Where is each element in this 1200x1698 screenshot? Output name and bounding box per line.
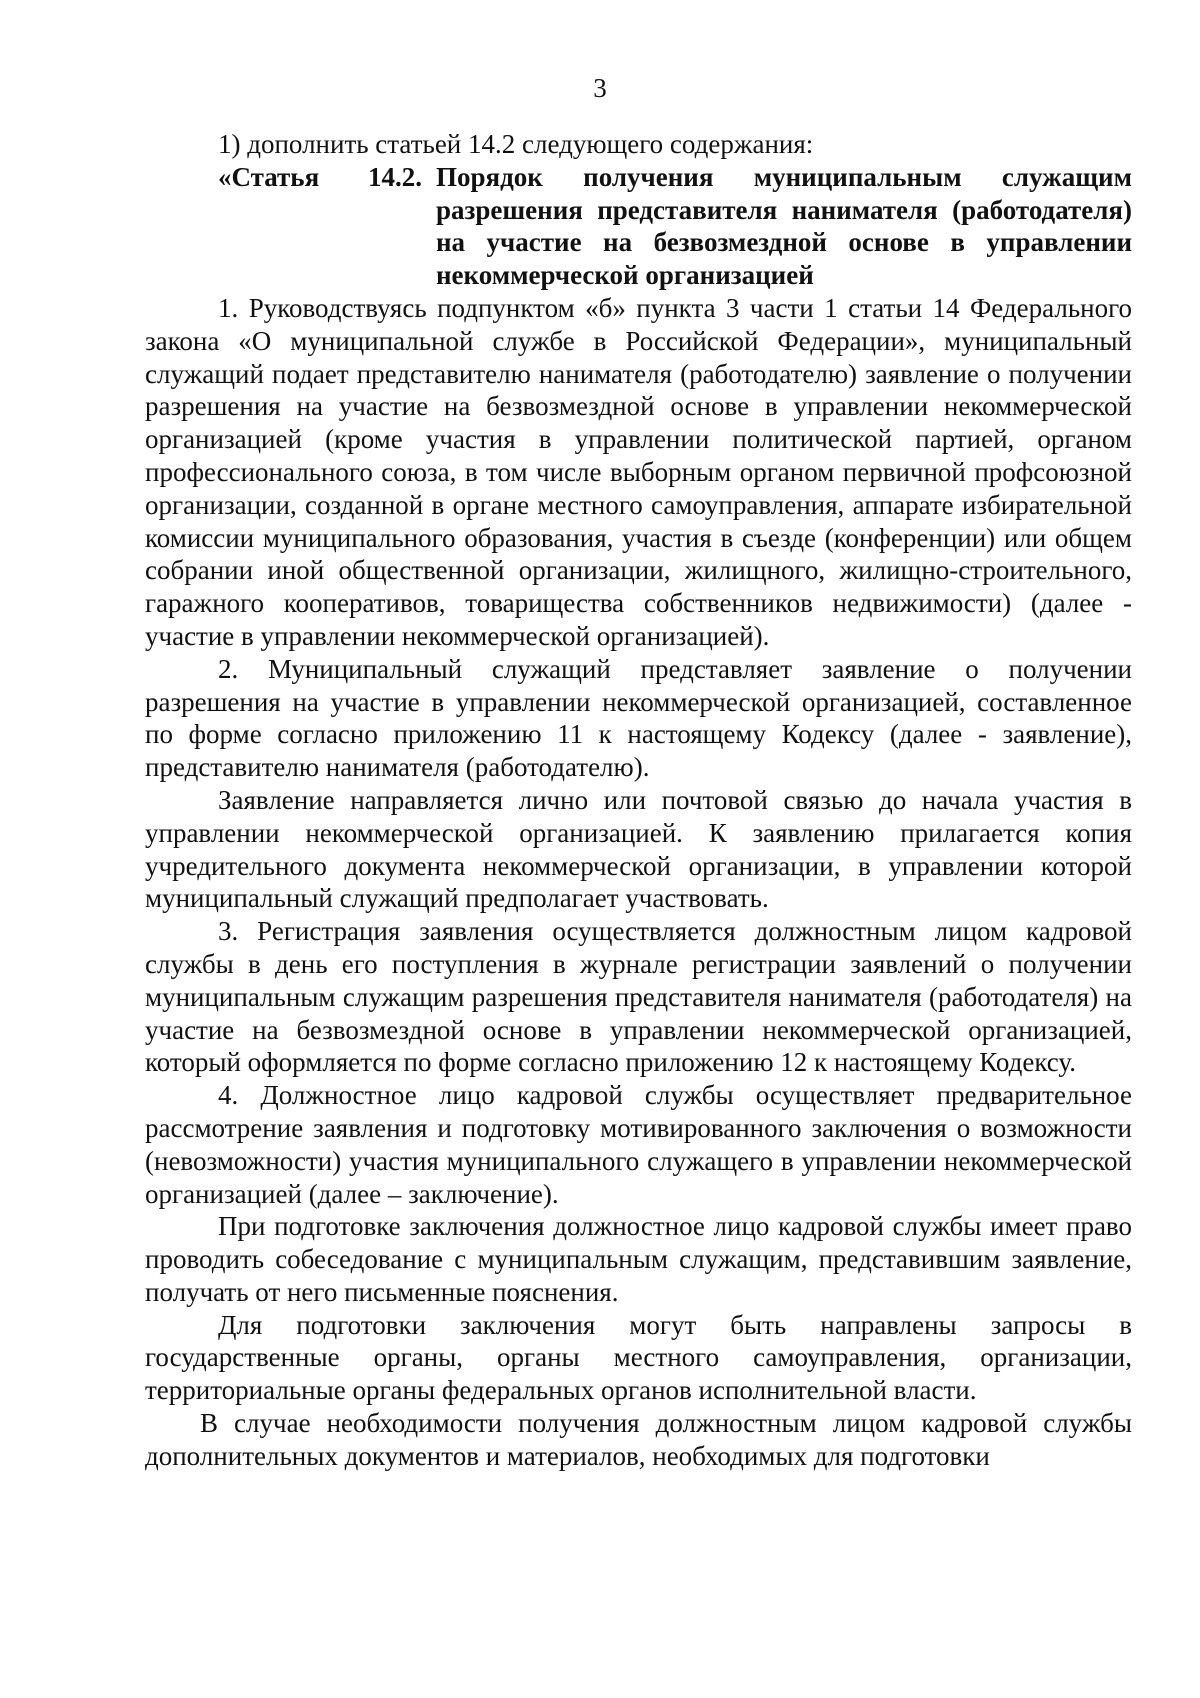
- paragraph-1: 1. Руководствуясь подпунктом «б» пункта 3 части 1 статьи 14 Федерального закона «О муниципальной службе в Российской Федерации», муниципальный служащий подает представителю нанимателя (работодателю) заявление о получении разрешения на участие на безвозмездной основе в управлении некоммерческой организацией (кроме участия в управлении политической партией, органом профессионального союза, в том числе выборным органом первичной профсоюзной организации, созданной в органе местного самоуправления, аппарате избирательной комиссии муниципального образования, участия в съезде (конференции) или общем собрании иной общественной организации, жилищного, жилищно-строительного, гаражного кооперативов, товарищества собственников недвижимости) (далее - участие в управлении некоммерческой организацией).: [145, 292, 1132, 651]
- page-number: 3: [593, 73, 607, 103]
- article-label-word: «Статья: [218, 161, 320, 192]
- paragraph-4: 3. Регистрация заявления осуществляется должностным лицом кадровой службы в день его поступления в журнале регистрации заявлений о получении муниципальным служащим разрешения представителя нанимателя (работодателя) на участие на безвозмездной основе в управлении некоммерческой организацией, который оформляется по форме согласно приложению 12 к настоящему Кодексу.: [145, 916, 1132, 1078]
- paragraph-3: Заявление направляется лично или почтовой связью до начала участия в управлении некоммерческой организацией. К заявлению прилагается копия учредительного документа некоммерческой организации, в управлении которой муниципальный служащий предполагает участвовать.: [145, 784, 1132, 914]
- intro-paragraph: 1) дополнить статьей 14.2 следующего содержания:: [218, 129, 814, 159]
- article-heading: [145, 161, 1132, 292]
- paragraph-5: 4. Должностное лицо кадровой службы осуществляет предварительное рассмотрение заявления и подготовку мотивированного заключения о возможности (невозможности) участия муниципального служащего в управлении некоммерческой организацией (далее – заключение).: [145, 1080, 1132, 1209]
- article-title: Порядок получения муниципальным служащим разрешения представителя нанимателя (работодателя) на участие на безвозмездной основе в управлении некоммерческой организацией: [436, 161, 1132, 291]
- article-label-number: 14.2.: [368, 161, 422, 192]
- document-body: [145, 128, 1132, 1473]
- paragraph-8: В случае необходимости получения должностным лицом кадровой службы дополнительных документов и материалов, необходимых для подготовки: [145, 1408, 1132, 1471]
- article-label: [145, 161, 436, 292]
- paragraph-6: При подготовке заключения должностное лицо кадровой службы имеет право проводить собеседование с муниципальным служащим, представившим заявление, получать от него письменные пояснения.: [145, 1211, 1132, 1307]
- paragraph-7: Для подготовки заключения могут быть направлены запросы в государственные органы, органы местного самоуправления, организации, территориальные органы федеральных органов исполнительной власти.: [145, 1309, 1132, 1406]
- paragraph-2: 2. Муниципальный служащий представляет заявление о получении разрешения на участие в управлении некоммерческой организацией, составленное по форме согласно приложению 11 к настоящему Кодексу (далее - заявление), представителю нанимателя (работодателю).: [145, 653, 1132, 783]
